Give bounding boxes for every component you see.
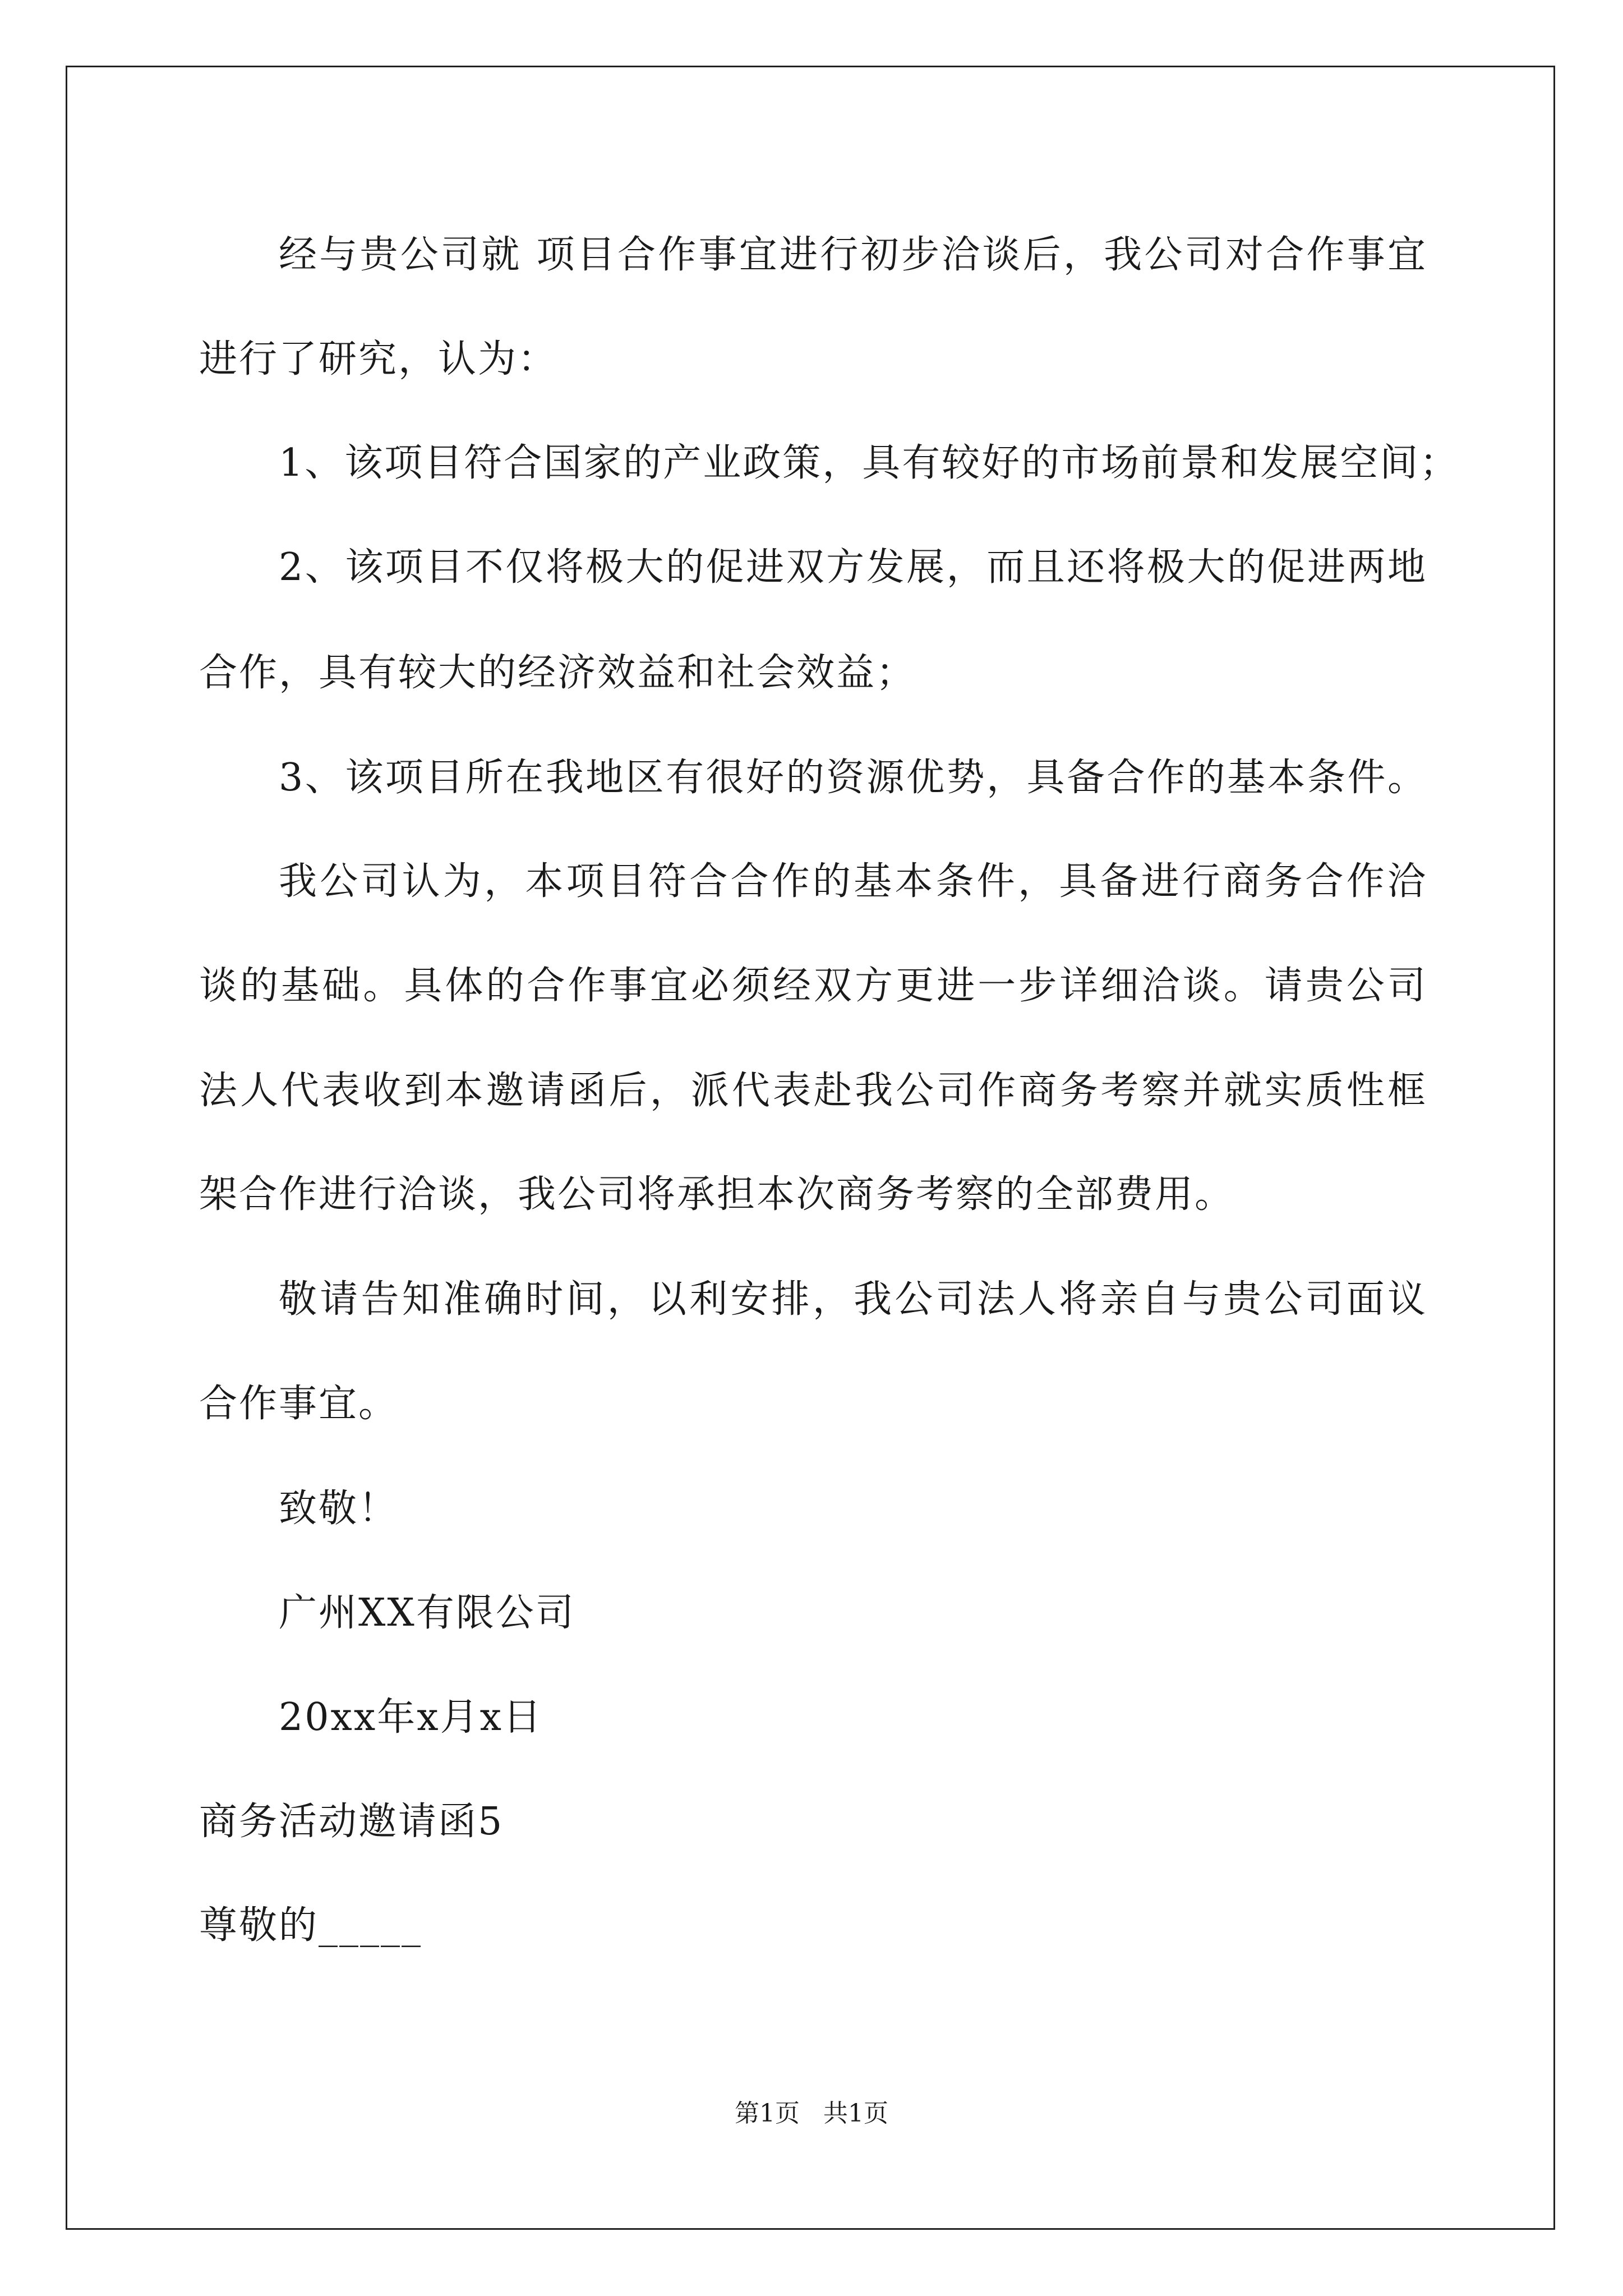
greeting-line: 尊敬的_____ [199, 1903, 423, 1948]
section-title: 商务活动邀请函5 [199, 1800, 504, 1844]
paragraph-line: 架合作进行洽谈，我公司将承担本次商务考察的全部费用。 [199, 1172, 1235, 1217]
paragraph-line: 合作，具有较大的经济效益和社会效益； [199, 651, 916, 695]
letter-date: 20xx年x月x日 [279, 1695, 543, 1740]
company-signature: 广州XX有限公司 [279, 1591, 575, 1635]
paragraph-line: 1、该项目符合国家的产业政策，具有较好的市场前景和发展空间； [279, 441, 1460, 485]
paragraph-line: 经与贵公司就 项目合作事宜进行初步洽谈后，我公司对合作事宜 [279, 233, 1427, 277]
paragraph-line: 2、该项目不仅将极大的促进双方发展，而且还将极大的促进两地 [279, 545, 1427, 590]
salutation-closing: 致敬！ [279, 1487, 399, 1531]
paragraph-line: 进行了研究，认为： [199, 337, 558, 381]
paragraph-line: 敬请告知准确时间，以利安排，我公司法人将亲自与贵公司面议 [279, 1277, 1427, 1322]
paragraph-line: 谈的基础。具体的合作事宜必须经双方更进一步详细洽谈。请贵公司 [199, 964, 1427, 1008]
paragraph-line: 3、该项目所在我地区有很好的资源优势，具备合作的基本条件。 [279, 756, 1427, 800]
paragraph-line: 合作事宜。 [199, 1382, 399, 1426]
page-number: 第1页 共1页 [735, 2099, 888, 2128]
paragraph-line: 我公司认为，本项目符合合作的基本条件，具备进行商务合作洽 [279, 859, 1427, 904]
paragraph-line: 法人代表收到本邀请函后，派代表赴我公司作商务考察并就实质性框 [199, 1069, 1427, 1113]
